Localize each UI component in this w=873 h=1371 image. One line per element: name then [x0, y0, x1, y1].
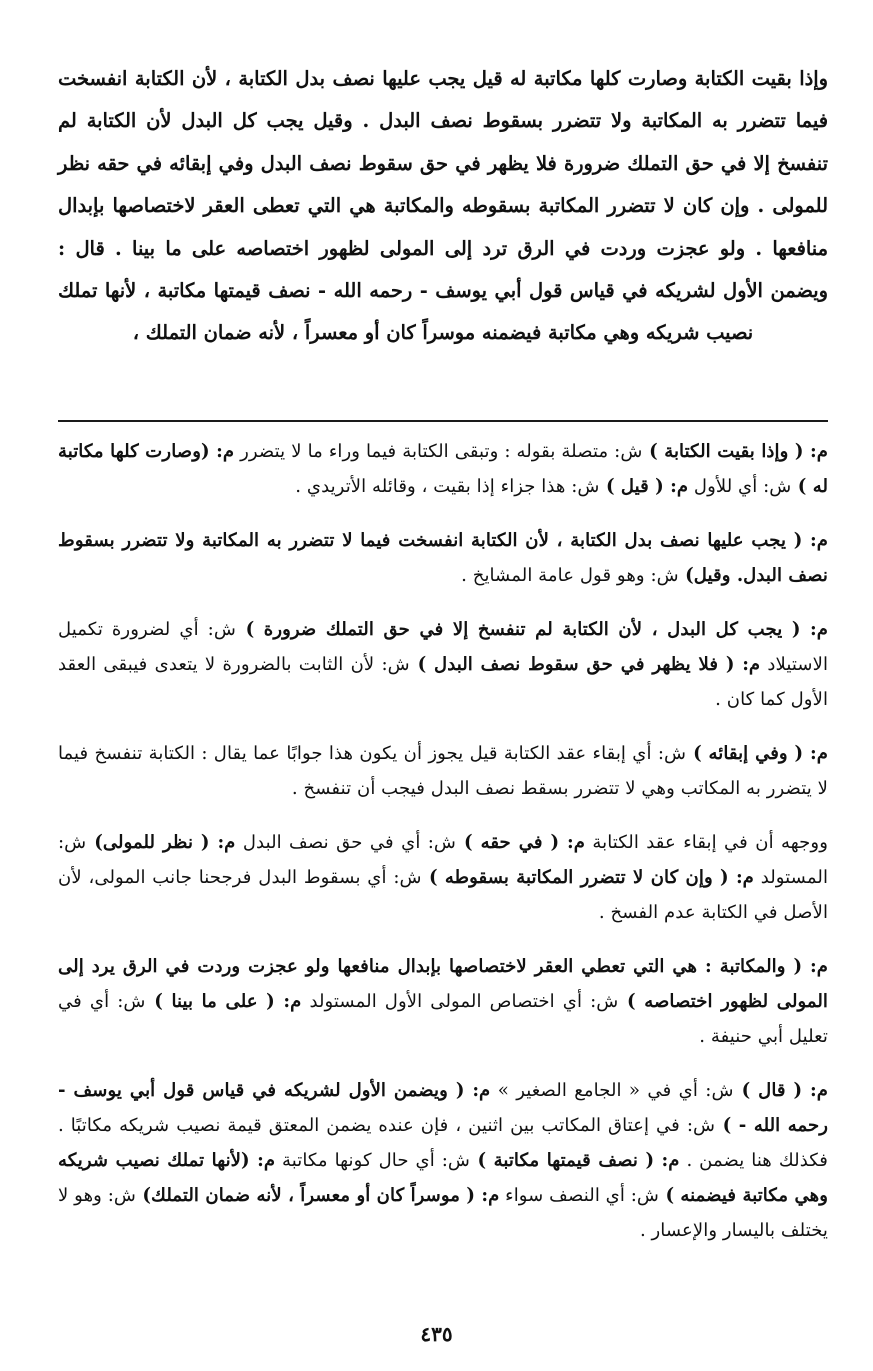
sharh-segment: ش: أي حال كونها مكاتبة: [275, 1150, 471, 1171]
sharh-segment: ش: أي اختصاص المولى الأول المستولد: [301, 991, 619, 1012]
matn-segment: م: ( وإن كان لا تتضرر المكاتبة بسقوطه ): [421, 867, 754, 888]
sharh-segment: ش: أي في تعليل أبي حنيفة .: [58, 991, 828, 1047]
sharh-segment: ش: أي للأول: [688, 476, 792, 497]
commentary-paragraph: [58, 736, 828, 806]
sharh-segment: ش: أي في حق نصف البدل: [235, 832, 457, 853]
matn-segment: م: ( قيل ): [599, 476, 689, 497]
main-text: وإذا بقيت الكتابة وصارت كلها مكاتبة له قيل يجب عليها نصف بدل الكتابة ، لأن الكتابة انفسخت فيما تتضرر به المكاتبة ولا تتضرر بسقوط نصف البدل . وقيل يجب كل البدل لأن الكتابة لم تنفسخ إلا في حق التملك ضرورة فلا يظهر في حق سقوط نصف البدل وفي إبقائه في حقه نظر للمولى . وإن كان لا تتضرر المكاتبة بسقوطه والمكاتبة هي التي تعطى العقر لاختصاصها بإبدال منافعها . ولو عجزت وردت في الرق ترد إلى المولى لظهور اختصاصه على ما بينا . قال : ويضمن الأول لشريكه في قياس قول أبي يوسف - رحمه الله - نصف قيمتها مكاتبة ، لأنها تملك نصيب شريكه وهي مكاتبة فيضمنه موسراً كان أو معسراً ، لأنه ضمان التملك ،: [58, 67, 828, 345]
sharh-segment: ش: أي بسقوط البدل فرجحنا جانب المولى، لأن الأصل في الكتابة عدم الفسخ .: [58, 867, 828, 923]
sharh-segment: ش: لأن الثابت بالضرورة لا يتعدى فيبقى العقد الأول كما كان .: [58, 654, 828, 710]
matn-segment: م: ( وفي إبقائه ): [686, 743, 828, 764]
commentary-paragraph: [58, 949, 828, 1054]
sharh-segment: ووجهه أن في إبقاء عقد الكتابة: [585, 832, 828, 853]
sharh-segment: ش: أي لضرورة تكميل الاستيلاد: [58, 619, 829, 675]
commentary-paragraph: [58, 825, 828, 930]
commentary-block: [58, 434, 828, 1267]
matn-segment: م: ( قال ): [733, 1080, 828, 1101]
matn-segment: م: (لأنها تملك نصيب شريكه وهي مكاتبة فيضمنه ): [58, 1150, 828, 1206]
sharh-segment: ش: أي النصف سواء: [499, 1185, 660, 1206]
footnote-divider: [58, 420, 828, 422]
sharh-segment: ش: وهو قول عامة المشايخ .: [461, 565, 679, 586]
matn-segment: م: ( نصف قيمتها مكاتبة ): [470, 1150, 680, 1171]
sharh-segment: ش: متصلة بقوله : وتبقى الكتابة فيما وراء ما لا يتضرر: [234, 441, 643, 462]
matn-segment: م: ( وإذا بقيت الكتابة ): [642, 441, 829, 462]
main-text-block: [58, 58, 828, 355]
matn-segment: م: ( في حقه ): [456, 832, 586, 853]
page-number: ٤٣٥: [420, 1322, 453, 1346]
commentary-paragraph: [58, 523, 828, 593]
sharh-segment: ش: أي إبقاء عقد الكتابة قيل يجوز أن يكون هذا جوابًا عما يقال : الكتابة تنفسخ فيما لا يتضرر به المكاتب وهي لا تتضرر بسقط نصف البدل فيجب أن تنفسخ .: [58, 743, 828, 799]
matn-segment: م: ( فلا يظهر في حق سقوط نصف البدل ): [409, 654, 761, 675]
matn-segment: م: ( يجب عليها نصف بدل الكتابة ، لأن الكتابة انفسخت فيما لا تتضرر به المكاتبة ولا تتضرر بسقوط نصف البدل. وقيل): [58, 530, 828, 586]
commentary-paragraph: [58, 1073, 828, 1248]
matn-segment: م: ( موسراً كان أو معسراً ، لأنه ضمان التملك): [136, 1185, 500, 1206]
sharh-segment: ش: وهو لا يختلف باليسار والإعسار .: [58, 1185, 828, 1241]
matn-segment: م: ( والمكاتبة : هي التي تعطي العقر لاختصاصها بإبدال منافعها ولو عجزت وردت في الرق يرد إلى المولى لظهور اختصاصه ): [58, 956, 828, 1012]
matn-segment: م: (وصارت كلها مكاتبة له ): [58, 441, 828, 497]
sharh-segment: ش: هذا جزاء إذا بقيت ، وقائله الأتريدي .: [295, 476, 600, 497]
sharh-segment: ش: أي في « الجامع الصغير »: [490, 1080, 734, 1101]
matn-segment: م: ( نظر للمولى): [86, 832, 236, 853]
sharh-segment: ش: المستولد: [58, 832, 828, 888]
matn-segment: م: ( ويضمن الأول لشريكه في قياس قول أبي يوسف - رحمه الله - ): [58, 1080, 829, 1136]
matn-segment: م: ( على ما بينا ): [145, 991, 302, 1012]
commentary-paragraph: [58, 612, 828, 717]
matn-segment: م: ( يجب كل البدل ، لأن الكتابة لم تنفسخ إلا في حق التملك ضرورة ): [236, 619, 828, 640]
commentary-paragraph: [58, 434, 828, 504]
sharh-segment: ش: في إعتاق المكاتب بين اثنين ، فإن عنده يضمن المعتق قيمة نصيب شريكه مكاتبًا . فكذلك هنا يضمن .: [58, 1115, 828, 1171]
